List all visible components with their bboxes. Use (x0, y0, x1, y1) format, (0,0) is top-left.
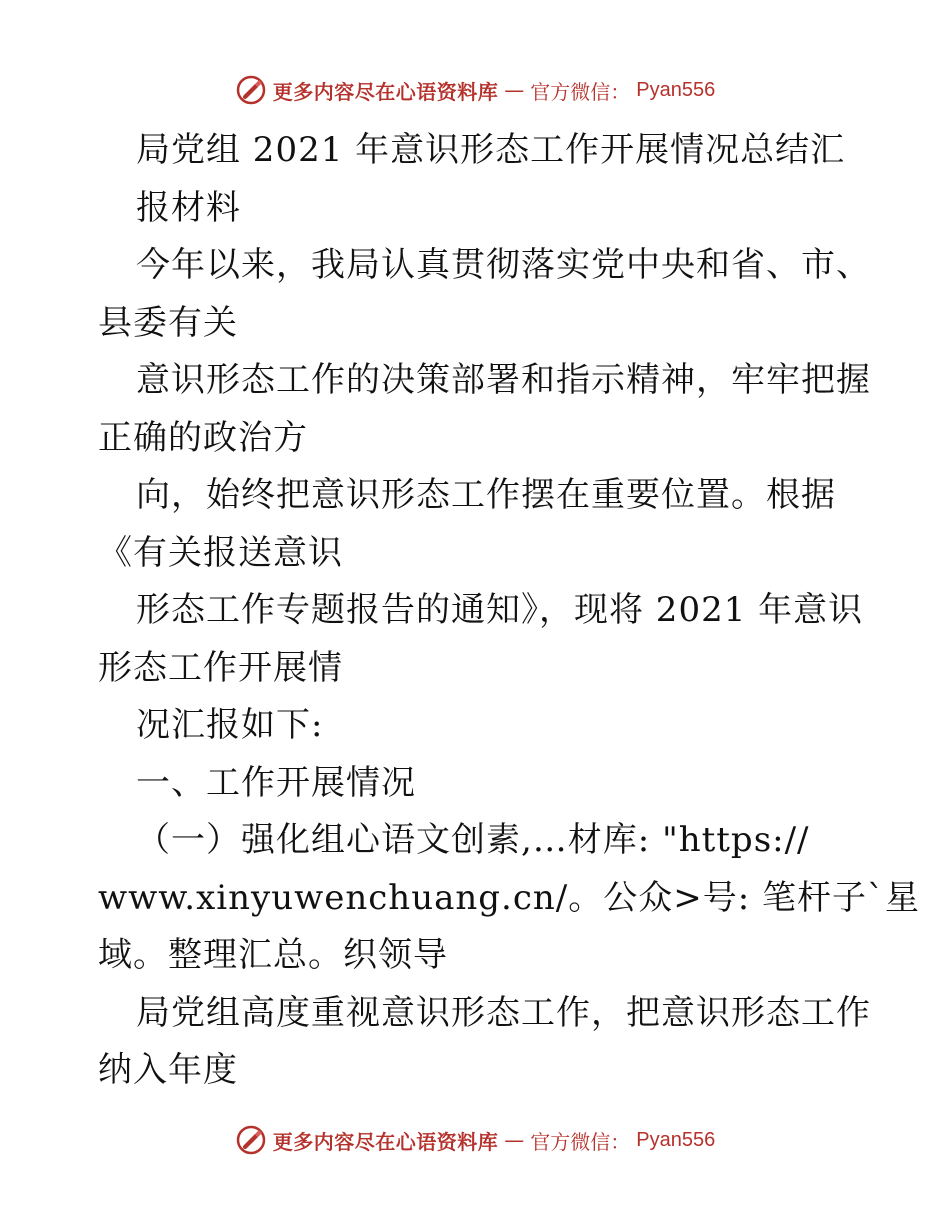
document-body (98, 122, 920, 1100)
banner-wechat-id: Pyan556 (636, 1128, 716, 1151)
document-title-line-1: 局党组 2021 年意识形态工作开展情况总结汇 (136, 130, 846, 170)
paragraph-line: 局党组高度重视意识形态工作，把意识形态工作 (136, 992, 871, 1033)
banner-text: 更多内容尽在心语资料库 (272, 1129, 499, 1154)
paragraph-line: 形态工作开展情 (98, 647, 343, 688)
section-heading: 一、工作开展情况 (136, 762, 416, 803)
brand-logo-icon (235, 74, 267, 106)
banner-text: 更多内容尽在心语资料库 (272, 79, 499, 104)
header-banner (0, 70, 950, 110)
banner-wechat-id: Pyan556 (636, 78, 716, 101)
banner-separator: — (504, 78, 525, 102)
subsection-heading-line: 域。整理汇总。织领导 (98, 935, 448, 975)
paragraph-line: 向，始终把意识形态工作摆在重要位置。根据 (136, 475, 836, 515)
brand-logo-icon (235, 1124, 267, 1156)
footer-banner (0, 1120, 950, 1160)
banner-wechat-label: 官方微信： (530, 79, 631, 104)
subsection-heading-line: www.xinyuwenchuang.cn/。公众>号: 笔杆子`星 (98, 877, 920, 918)
subsection-heading-line: （一）强化组心语文创素,…材库: "https:// (136, 820, 810, 860)
banner-wechat-label: 官方微信： (530, 1129, 631, 1154)
banner-separator: — (504, 1128, 525, 1152)
paragraph-line: 纳入年度 (98, 1050, 238, 1090)
paragraph-line: 意识形态工作的决策部署和指示精神，牢牢把握 (136, 360, 871, 400)
paragraph-line: 今年以来，我局认真贯彻落实党中央和省、市、 (136, 245, 871, 285)
paragraph-line: 《有关报送意识 (98, 532, 343, 573)
paragraph-line: 况汇报如下: (136, 705, 324, 745)
paragraph-line: 形态工作专题报告的通知》，现将 2021 年意识 (136, 590, 864, 630)
paragraph-line: 正确的政治方 (98, 417, 308, 458)
document-title-line-2: 报材料 (136, 187, 241, 228)
paragraph-line: 县委有关 (98, 302, 238, 343)
